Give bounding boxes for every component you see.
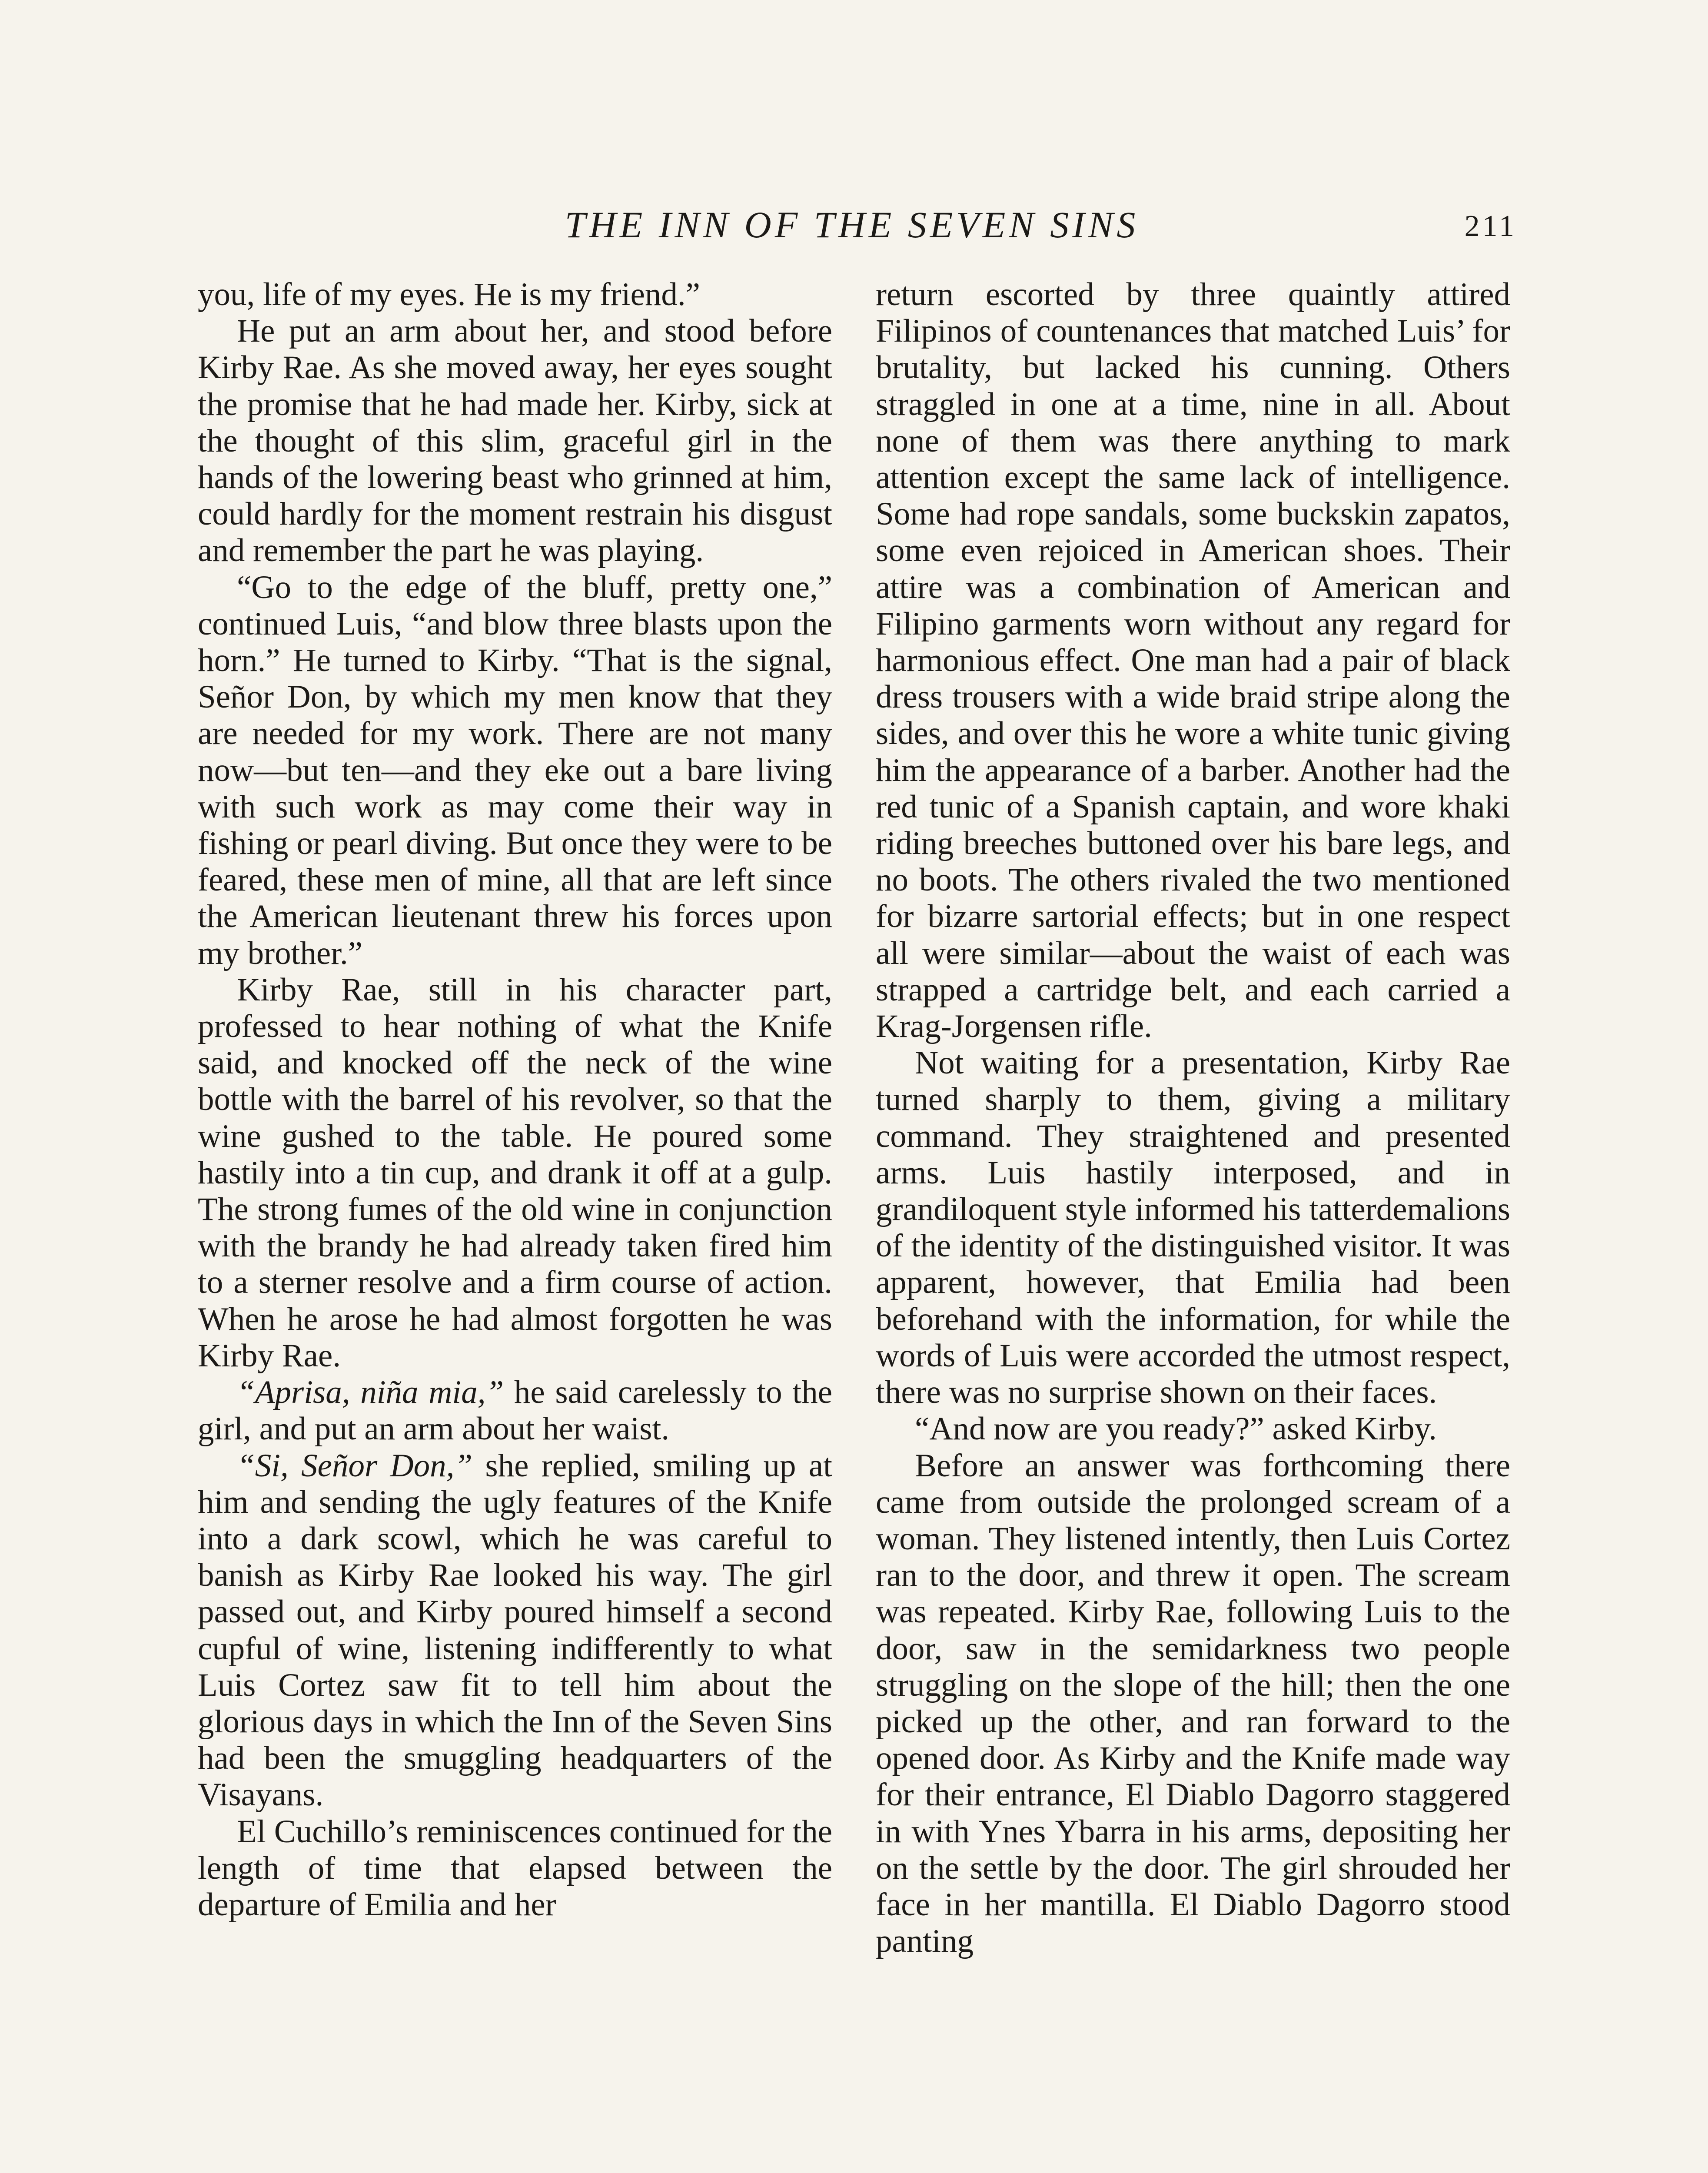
italic-phrase: “Aprisa, niña mia,” [237,1374,504,1411]
paragraph: Not waiting for a presentation, Kirby Rae turned sharply to them, giving a military command. They straightened and presented arms. Luis hastily interposed, and in grandiloquent style informed his tatterdemalions of the identity of the distinguished visitor. It was apparent, however, that Emilia had been beforehand with the information, for while the words of Luis were accorded the utmost respect, there was no surprise shown on their faces. [876,1045,1510,1411]
text-columns [198,276,1510,2173]
paragraph: you, life of my eyes. He is my friend.” [198,276,700,312]
italic-phrase: “Si, Señor Don,” [237,1447,473,1484]
paragraph: He put an arm about her, and stood before Kirby Rae. As she moved away, her eyes sought the promise that he had made her. Kirby, sick at the thought of this slim, graceful girl in the hands of the lowering beast who grinned at him, could hardly for the moment restrain his disgust and remember the part he was playing. [198,313,832,569]
running-title: THE INN OF THE SEVEN SINS [565,204,1139,246]
paragraph-text: he said carelessly to the girl, and put an arm about her waist. [198,1374,832,1447]
right-column [876,276,1510,2173]
paragraph: return escorted by three quaintly attired Filipinos of countenances that matched Luis’ for brutality, but lacked his cunning. Others straggled in one at a time, nine in all. About none of them was there anything to mark attention except the same lack of intelligence. Some had rope sandals, some buckskin zapatos, some even rejoiced in American shoes. Their attire was a combination of American and Filipino garments worn without any regard for harmonious effect. One man had a pair of black dress trousers with a wide braid stripe along the sides, and over this he wore a white tunic giving him the appearance of a barber. Another had the red tunic of a Spanish captain, and wore khaki riding breeches buttoned over his bare legs, and no boots. The others rivaled the two mentioned for bizarre sartorial effects; but in one respect all were similar—about the waist of each was strapped a cartridge belt, and each carried a Krag-Jorgensen rifle. [876,276,1510,1045]
paragraph: “And now are you ready?” asked Kirby. [915,1411,1437,1447]
paragraph: El Cuchillo’s reminiscences continued for the length of time that elapsed between the departure of Emilia and her [198,1813,832,1923]
paragraph-text: she replied, smiling up at him and sending the ugly features of the Knife into a dark scowl, which he was careful to banish as Kirby Rae looked his way. The girl passed out, and Kirby poured himself a second cupful of wine, listening indifferently to what Luis Cortez saw fit to tell him about the glorious days in which the Inn of the Seven Sins had been the smuggling headquarters of the Visayans. [198,1447,832,1813]
left-column [198,276,832,2173]
paragraph: “Go to the edge of the bluff, pretty one,” continued Luis, “and blow three blasts upon the horn.” He turned to Kirby. “That is the signal, Señor Don, by which my men know that they are needed for my work. There are not many now—but ten—and they eke out a bare living with such work as may come their way in fishing or pearl diving. But once they were to be feared, these men of mine, all that are left since the American lieutenant threw his forces upon my brother.” [198,569,832,971]
paragraph [198,1448,832,1814]
paragraph: Kirby Rae, still in his character part, professed to hear nothing of what the Knife said, and knocked off the neck of the wine bottle with the barrel of his revolver, so that the wine gushed to the table. He poured some hastily into a tin cup, and drank it off at a gulp. The strong fumes of the old wine in conjunction with the brandy he had already taken fired him to a sterner resolve and a firm course of action. When he arose he had almost forgotten he was Kirby Rae. [198,971,832,1374]
page-number: 211 [1464,209,1517,243]
paragraph: Before an answer was forthcoming there came from outside the prolonged scream of a woman. They listened intently, then Luis Cortez ran to the door, and threw it open. The scream was repeated. Kirby Rae, following Luis to the door, saw in the semidarkness two people struggling on the slope of the hill; then the one picked up the other, and ran forward to the opened door. As Kirby and the Knife made way for their entrance, El Diablo Dagorro staggered in with Ynes Ybarra in his arms, depositing her on the settle by the door. The girl shrouded her face in her mantilla. El Diablo Dagorro stood panting [876,1447,1510,1960]
paragraph [198,1374,832,1447]
page-header [0,201,1708,249]
